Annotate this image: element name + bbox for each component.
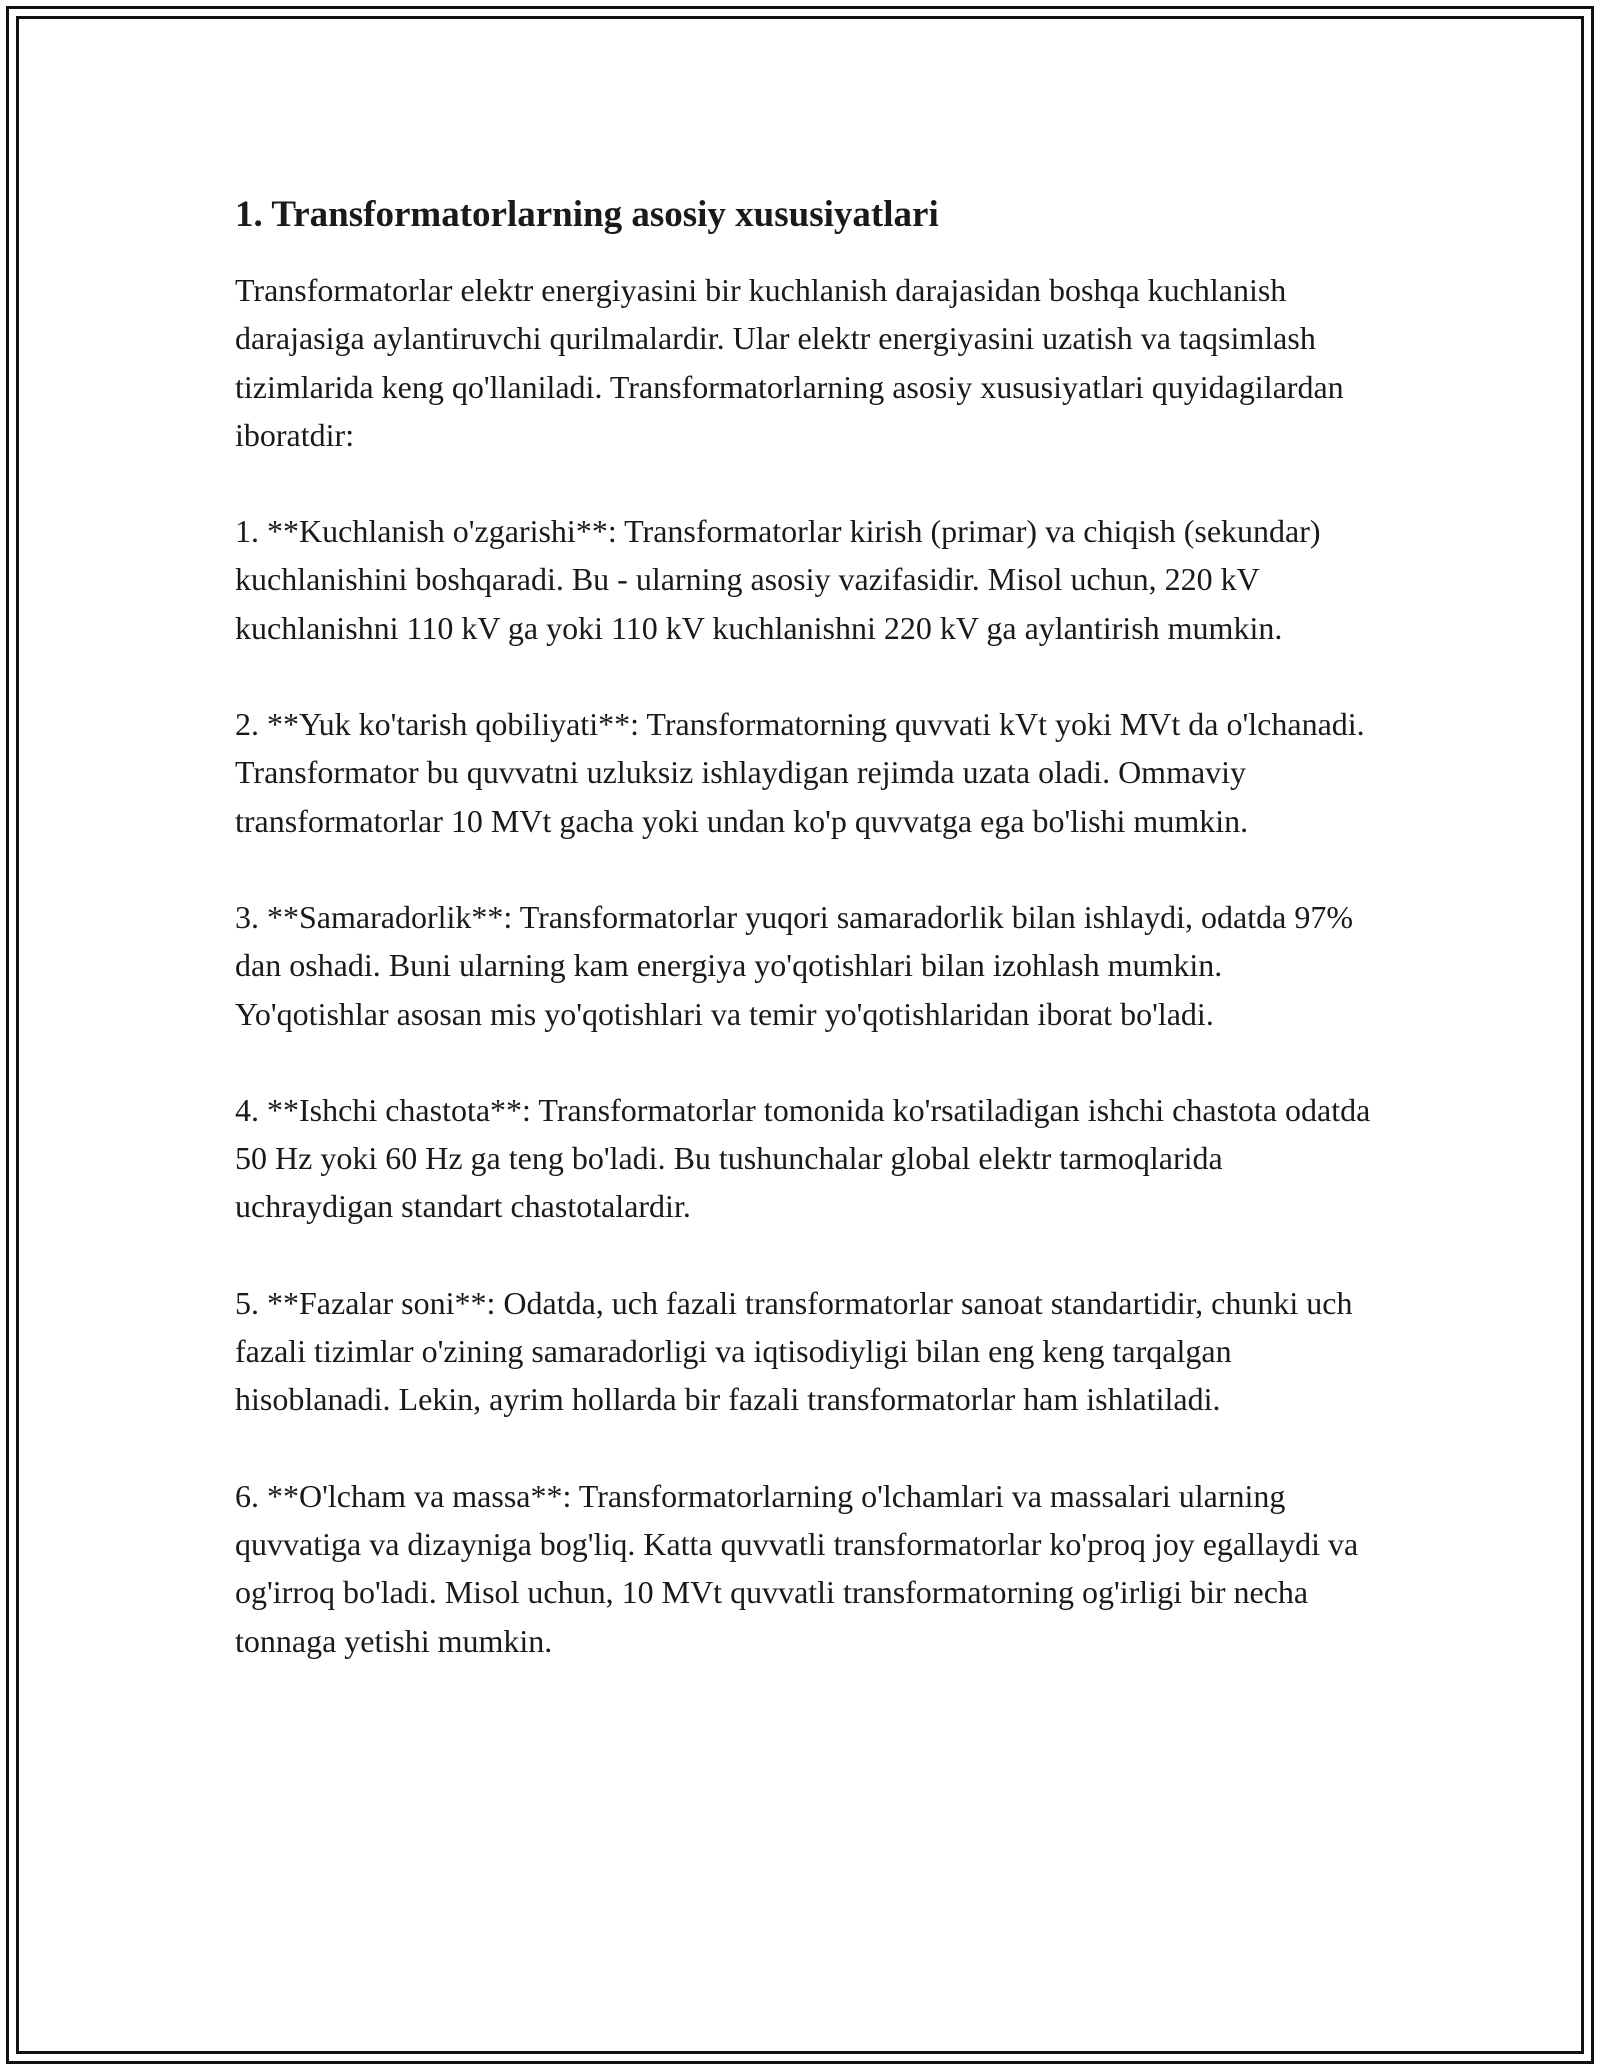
list-item-size-and-mass: 6. **O'lcham va massa**: Transformatorlarning o'lchamlari va massalari ularning quvvatiga va dizayniga bog'liq. Katta quvvatli transformatorlar ko'proq joy egallaydi va og'irroq bo'ladi. Misol uchun, 10 MVt quvvatli transformatorning og'irligi bir necha tonnaga yetishi mumkin. (235, 1477, 1359, 1659)
document-body (235, 190, 1375, 1713)
list-item-voltage-change: 1. **Kuchlanish o'zgarishi**: Transformatorlar kirish (primar) va chiqish (sekundar) kuchlanishini boshqaradi. Bu - ularning asosiy vazifasidir. Misol uchun, 220 kV kuchlanishni 110 kV ga yoki 110 kV kuchlanishni 220 kV ga aylantirish mumkin. (235, 513, 1321, 646)
intro-paragraph: Transformatorlar elektr energiyasini bir kuchlanish darajasidan boshqa kuchlanish darajasiga aylantiruvchi qurilmalardir. Ular elektr energiyasini uzatish va taqsimlash tizimlarida keng qo'llaniladi. Transformatorlarning asosiy xususiyatlari quyidagilardan iboratdir: (235, 272, 1344, 453)
section-title: 1. Transformatorlarning asosiy xususiyatlari (235, 194, 939, 235)
list-item-efficiency: 3. **Samaradorlik**: Transformatorlar yuqori samaradorlik bilan ishlaydi, odatda 97% dan oshadi. Buni ularning kam energiya yo'qotishlari bilan izohlash mumkin. Yo'qotishlar asosan mis yo'qotishlari va temir yo'qotishlaridan iborat bo'ladi. (235, 898, 1353, 1032)
list-item-phase-count: 5. **Fazalar soni**: Odatda, uch fazali transformatorlar sanoat standartidir, chunki uch fazali tizimlar o'zining samaradorligi va iqtisodiyligi bilan eng keng tarqalgan hisoblanadi. Lekin, ayrim hollarda bir fazali transformatorlar ham ishlatiladi. (235, 1284, 1353, 1418)
list-item-load-capacity: 2. **Yuk ko'tarish qobiliyati**: Transformatorning quvvati kVt yoki MVt da o'lchanadi. Transformator bu quvvatni uzluksiz ishlaydigan rejimda uzata oladi. Ommaviy transformatorlar 10 MVt gacha yoki undan ko'p quvvatga ega bo'lishi mumkin. (235, 706, 1365, 839)
list-item-operating-frequency: 4. **Ishchi chastota**: Transformatorlar tomonida ko'rsatiladigan ishchi chastota odatda 50 Hz yoki 60 Hz ga teng bo'ladi. Bu tushunchalar global elektr tarmoqlarida uchraydigan standart chastotalardir. (235, 1091, 1371, 1225)
